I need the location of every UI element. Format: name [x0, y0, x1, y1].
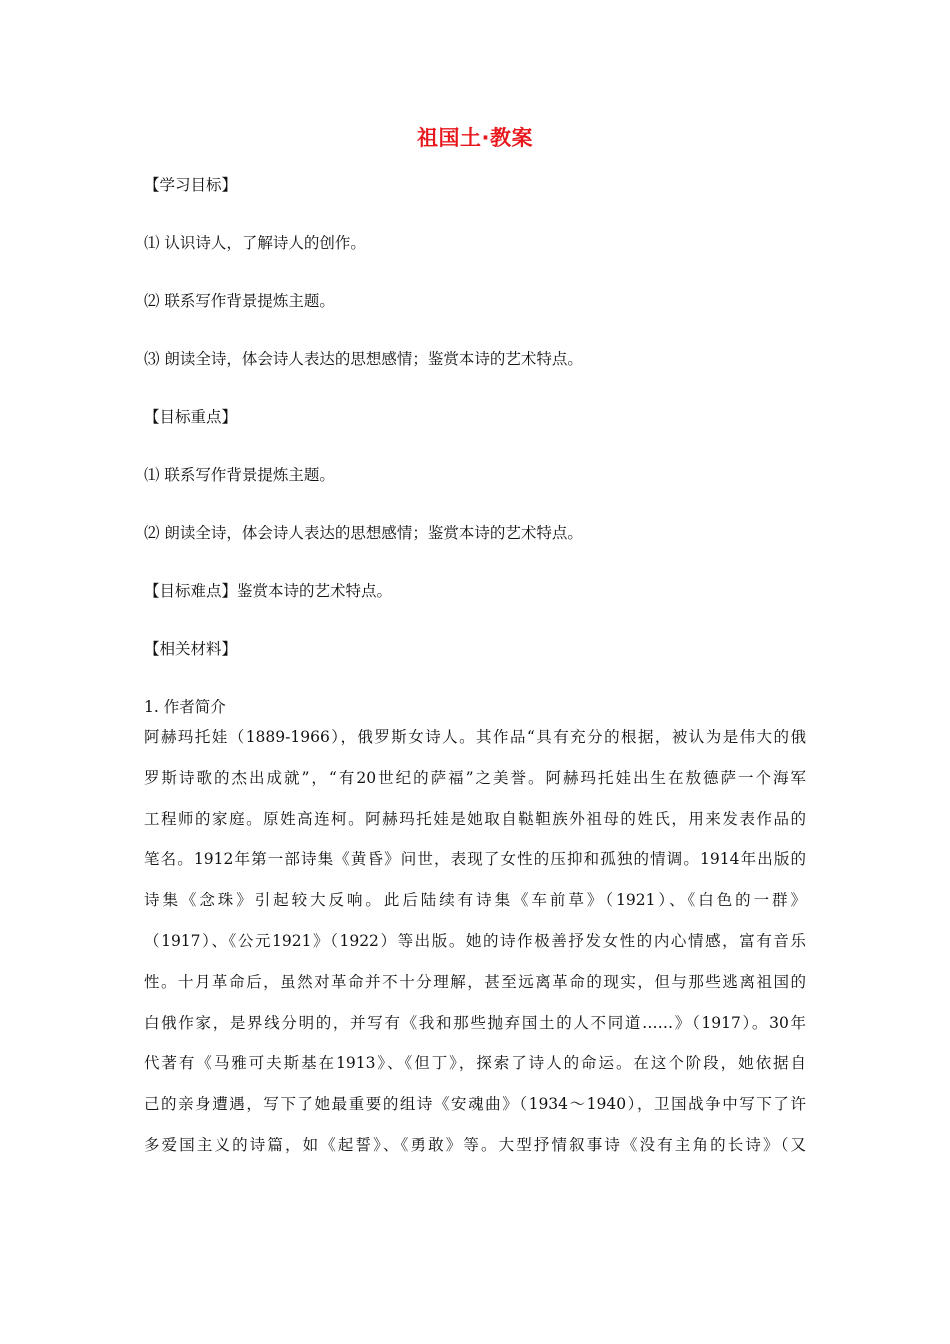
- key-points-heading: 【目标重点】: [144, 408, 238, 426]
- paragraph-line: （1917）、《公元1921》（1922）等出版。她的诗作极善抒发女性的内心情感，富有音乐: [144, 931, 806, 950]
- paragraph-line: 阿赫玛托娃（1889-1966），俄罗斯女诗人。其作品“具有充分的根据，被认为是伟大的俄: [144, 728, 806, 746]
- materials-heading: 【相关材料】: [144, 640, 238, 658]
- paragraph-line: 多爱国主义的诗篇，如《起誓》、《勇敢》等。大型抒情叙事诗《没有主角的长诗》（又: [144, 1135, 806, 1154]
- objective-item-1: ⑴ 认识诗人，了解诗人的创作。: [144, 234, 366, 252]
- paragraph-line: 罗斯诗歌的杰出成就”，“有20世纪的萨福”之美誉。阿赫玛托娃出生在敖德萨一个海军: [144, 768, 806, 787]
- author-intro-heading: 1. 作者简介: [144, 698, 226, 716]
- author-paragraph: [144, 726, 806, 1175]
- objectives-heading: 【学习目标】: [144, 176, 238, 194]
- paragraph-line: 白俄作家，是界线分明的，并写有《我和那些抛弃国土的人不同道……》（1917）。30年: [144, 1013, 806, 1032]
- difficulty-line: 【目标难点】鉴赏本诗的艺术特点。: [144, 582, 393, 600]
- objective-item-2: ⑵ 联系写作背景提炼主题。: [144, 292, 335, 310]
- objective-item-3: ⑶ 朗读全诗，体会诗人表达的思想感情；鉴赏本诗的艺术特点。: [144, 350, 583, 368]
- paragraph-line: 代著有《马雅可夫斯基在1913》、《但丁》，探索了诗人的命运。在这个阶段，她依据自: [144, 1054, 806, 1073]
- paragraph-line: 性。十月革命后，虽然对革命并不十分理解，甚至远离革命的现实，但与那些逃离祖国的: [144, 972, 806, 991]
- paragraph-line: 工程师的家庭。原姓高连柯。阿赫玛托娃是她取自鞑靼族外祖母的姓氏，用来发表作品的: [144, 809, 806, 828]
- document-title: 祖国土·教案: [417, 126, 533, 150]
- key-point-item-1: ⑴ 联系写作背景提炼主题。: [144, 466, 335, 484]
- paragraph-line: 笔名。1912年第一部诗集《黄昏》问世，表现了女性的压抑和孤独的情调。1914年出版的: [144, 850, 806, 869]
- paragraph-line: 诗集《念珠》引起较大反响。此后陆续有诗集《车前草》（1921）、《白色的一群》: [144, 891, 806, 910]
- key-point-item-2: ⑵ 朗读全诗，体会诗人表达的思想感情；鉴赏本诗的艺术特点。: [144, 524, 583, 542]
- paragraph-line: 己的亲身遭遇，写下了她最重要的组诗《安魂曲》（1934～1940），卫国战争中写下了许: [144, 1095, 806, 1114]
